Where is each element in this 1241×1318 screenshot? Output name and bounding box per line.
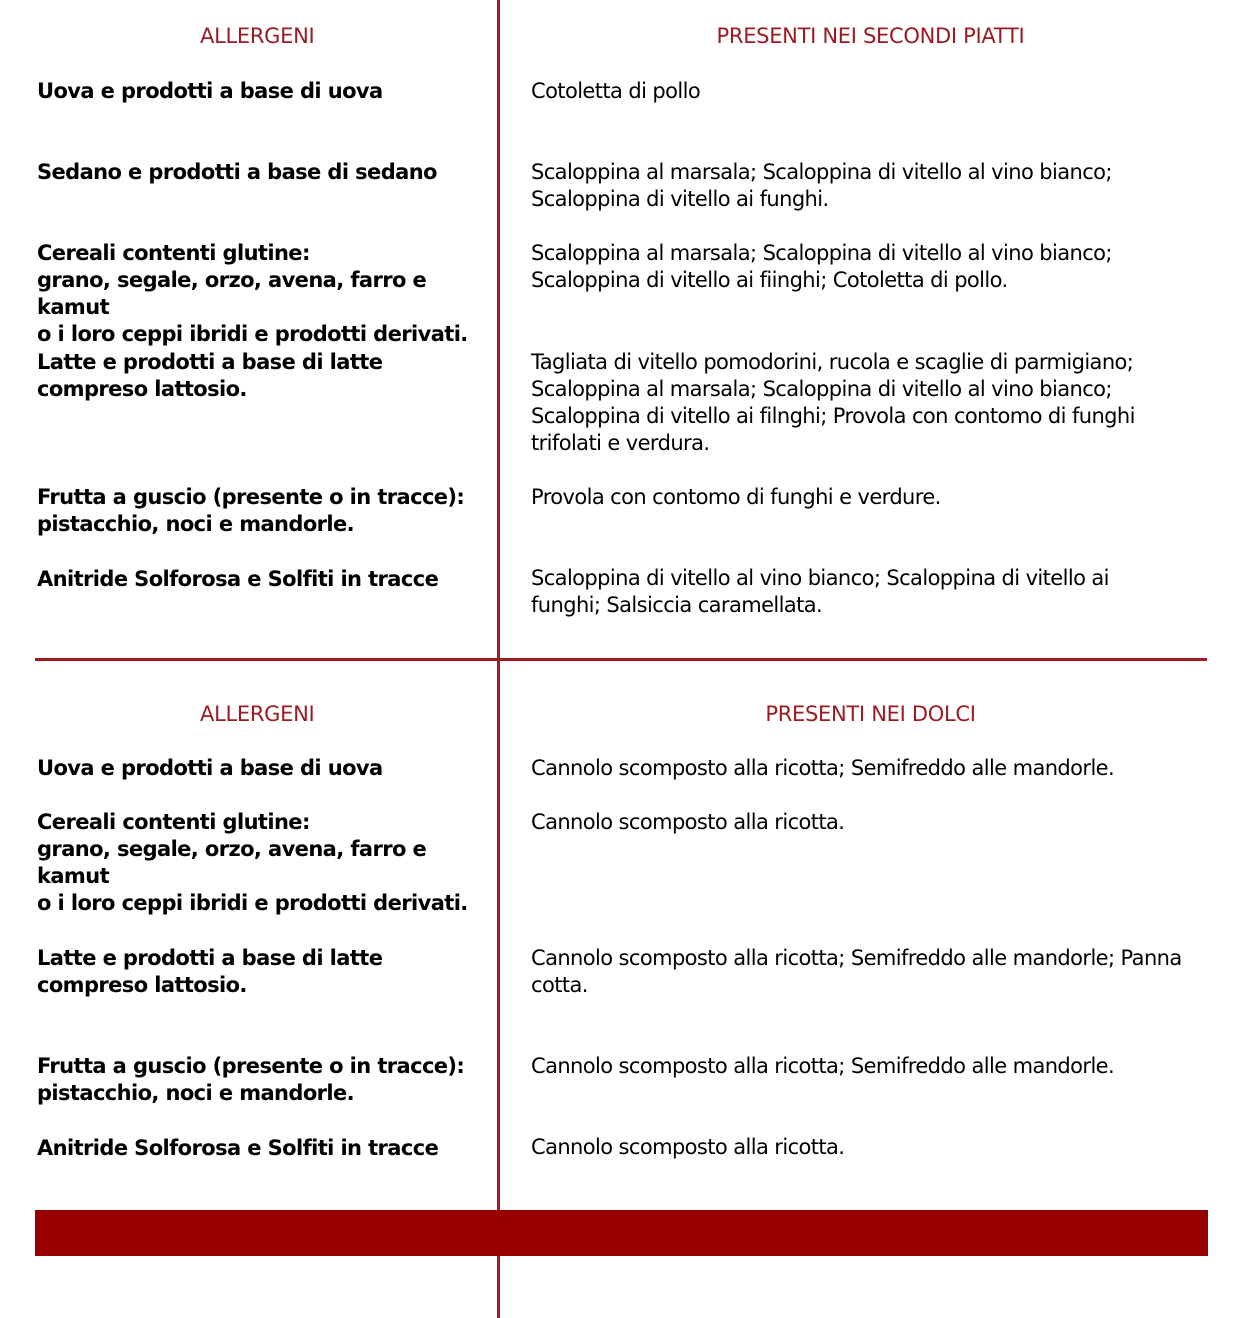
dishes-text: Cannolo scomposto alla ricotta; Semifreddo alle mandorle; Panna cotta. xyxy=(531,946,1182,997)
allergen-label: Frutta a guscio (presente o in tracce): pistacchio, noci e mandorle. xyxy=(37,485,465,536)
dishes-text: Cannolo scomposto alla ricotta; Semifreddo alle mandorle. xyxy=(531,1054,1115,1078)
dishes-text: Cannolo scomposto alla ricotta. xyxy=(531,1135,845,1159)
dishes-text: Cannolo scomposto alla ricotta. xyxy=(531,810,845,834)
allergen-label: Latte e prodotti a base di latte compreso lattosio. xyxy=(37,350,383,401)
allergen-label: Latte e prodotti a base di latte compreso lattosio. xyxy=(37,946,383,997)
section-divider-horizontal xyxy=(35,658,1207,661)
allergen-label: Sedano e prodotti a base di sedano xyxy=(37,160,437,184)
allergen-label: Uova e prodotti a base di uova xyxy=(37,79,383,103)
dishes-text: Scaloppina al marsala; Scaloppina di vitello al vino bianco; Scaloppina di vitello ai funghi. xyxy=(531,160,1112,211)
dishes-text: Tagliata di vitello pomodorini, rucola e scaglie di parmigiano; Scaloppina al marsala; Scaloppina di vitello al vino bianco; Scaloppina di vitello ai filnghi; Provola con contomo di funghi trifolati e verdura. xyxy=(531,350,1135,455)
dishes-text: Provola con contomo di funghi e verdure. xyxy=(531,485,941,509)
dishes-text: Cannolo scomposto alla ricotta; Semifreddo alle mandorle. xyxy=(531,756,1115,780)
allergen-label: Anitride Solforosa e Solfiti in tracce xyxy=(37,1136,439,1160)
allergen-label: Uova e prodotti a base di uova xyxy=(37,756,383,780)
section2-header-allergeni: ALLERGENI xyxy=(200,702,315,726)
dishes-text: Scaloppina di vitello al vino bianco; Scaloppina di vitello ai funghi; Salsiccia caramellata. xyxy=(531,566,1109,617)
allergen-label: Cereali contenti glutine: grano, segale, orzo, avena, farro e kamut o i loro ceppi ibridi e prodotti derivati. xyxy=(37,241,468,346)
dishes-text: Cotoletta di pollo xyxy=(531,79,701,103)
section1-header-allergeni: ALLERGENI xyxy=(200,24,315,48)
section2-header-presenti: PRESENTI NEI DOLCI xyxy=(765,702,976,726)
allergen-label: Frutta a guscio (presente o in tracce): pistacchio, noci e mandorle. xyxy=(37,1054,465,1105)
dishes-text: Scaloppina al marsala; Scaloppina di vitello al vino bianco; Scaloppina di vitello ai fiinghi; Cotoletta di pollo. xyxy=(531,241,1112,292)
allergen-label: Anitride Solforosa e Solfiti in tracce xyxy=(37,567,439,591)
footer-bar xyxy=(35,1210,1208,1256)
allergen-label: Cereali contenti glutine: grano, segale, orzo, avena, farro e kamut o i loro ceppi ibridi e prodotti derivati. xyxy=(37,810,468,915)
section1-header-presenti: PRESENTI NEI SECONDI PIATTI xyxy=(716,24,1025,48)
